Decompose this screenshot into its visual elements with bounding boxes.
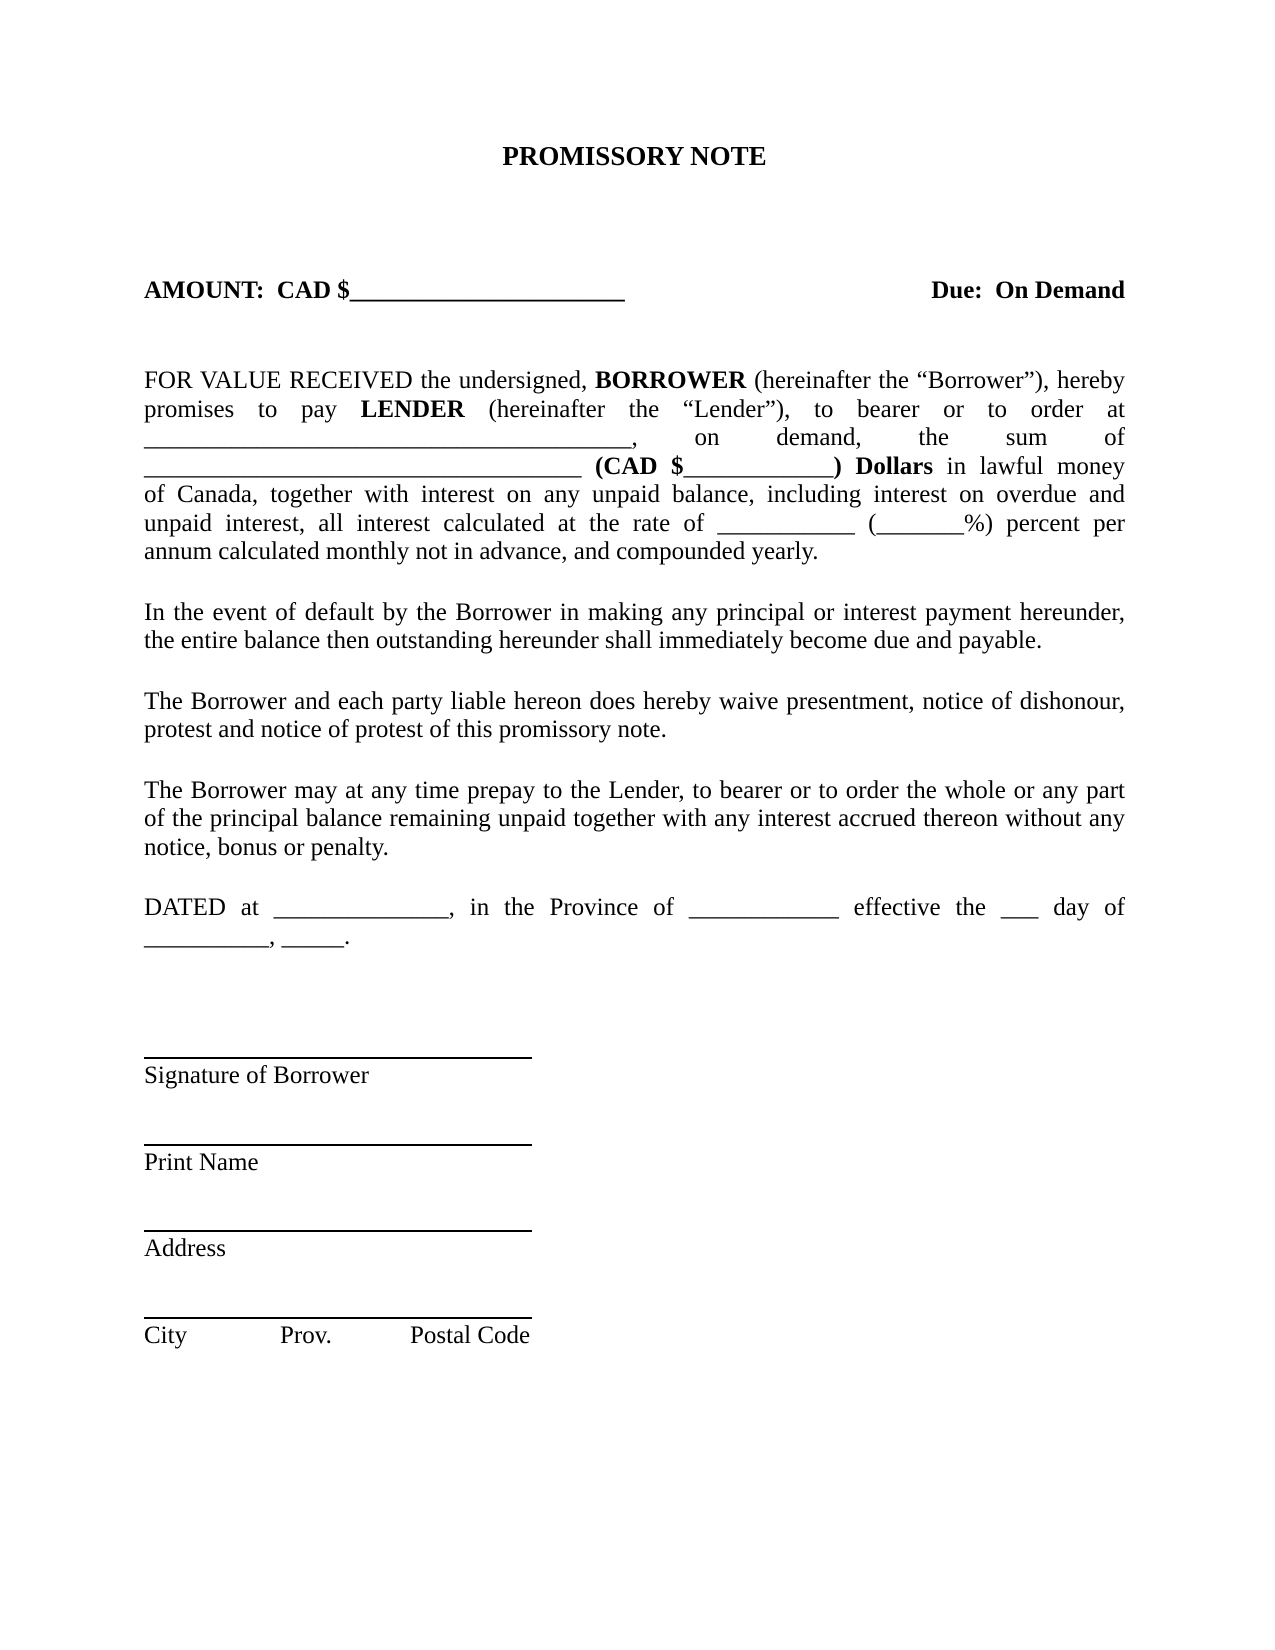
print-name-line [144,1144,532,1146]
text-line: of Canada, together with interest on any unpaid balance, including interest on overdue and [144,481,1125,508]
interest-rate-blank-line: unpaid interest, all interest calculated at the rate of ___________ (_______%) percent per [144,509,1125,537]
text-line: the entire balance then outstanding hereunder shall immediately become due and payable. [144,627,1043,654]
text-line: of the principal balance remaining unpaid together with any interest accrued thereon without any [144,805,1125,832]
due-label: Due: On Demand [931,277,1125,304]
text-line [144,367,1125,396]
amount-label-and-blank [144,276,625,305]
borrower-term: BORROWER [594,367,747,394]
city-label: City [144,1321,188,1349]
text-line: protest and notice of protest of this promissory note. [144,716,667,743]
text-line [144,396,1125,425]
paragraph-value-received [144,367,1125,567]
paragraph-dated [144,894,1125,951]
city-prov-postal-group [144,1317,1125,1351]
text-segment: (hereinafter the “Lender”), to bearer or to order at [464,395,1125,423]
dollars-term: ) Dollars [833,452,934,480]
text-segment: in lawful money [933,452,1125,480]
signature-line [144,1057,532,1059]
cad-amount-blank: ____________ [683,452,834,480]
dated-date-blank-line: __________, _____. [144,922,351,950]
sum-blank-line [144,453,1125,482]
document-title: PROMISSORY NOTE [502,141,767,171]
address-label: Address [144,1235,226,1262]
amount-blank-line: ______________________ [349,277,625,304]
cad-open-paren: (CAD $ [595,452,684,480]
paragraph-default [144,599,1125,656]
text-line: The Borrower may at any time prepay to the Lender, to bearer or to order the whole or any part [144,776,1125,804]
address-group [144,1230,1125,1264]
text-segment: (hereinafter the “Borrower”), hereby [746,367,1125,394]
text-line: annum calculated monthly not in advance, and compounded yearly. [144,538,819,565]
address-line [144,1230,532,1232]
signature-block [144,1057,1125,1350]
signature-of-borrower-group [144,1057,1125,1091]
payee-address-blank-line: _______________________________________, on demand, the sum of [144,424,1125,451]
text-line: In the event of default by the Borrower in making any principal or interest payment hereunder, [144,598,1125,626]
print-name-group [144,1144,1125,1178]
postal-code-label: Postal Code [410,1321,531,1349]
text-line: notice, bonus or penalty. [144,833,389,861]
prov-label: Prov. [280,1321,332,1349]
text-segment: promises to pay [144,395,361,423]
dated-blank-line: DATED at ______________, in the Province of ____________ effective the ___ day of [144,894,1125,921]
amount-due-row [144,276,1125,305]
amount-label: AMOUNT: CAD $ [144,277,350,304]
lender-term: LENDER [360,395,465,423]
paragraph-waiver [144,688,1125,745]
signature-of-borrower-label: Signature of Borrower [144,1062,369,1089]
paragraph-prepayment [144,777,1125,863]
text-line: The Borrower and each party liable hereon does hereby waive presentment, notice of dishonour, [144,687,1125,715]
sum-words-blank: ___________________________________ [144,452,596,480]
print-name-label: Print Name [144,1148,259,1176]
city-prov-postal-line [144,1317,532,1319]
city-prov-postal-labels [144,1322,1125,1351]
text-segment: FOR VALUE RECEIVED the undersigned, [144,367,595,394]
